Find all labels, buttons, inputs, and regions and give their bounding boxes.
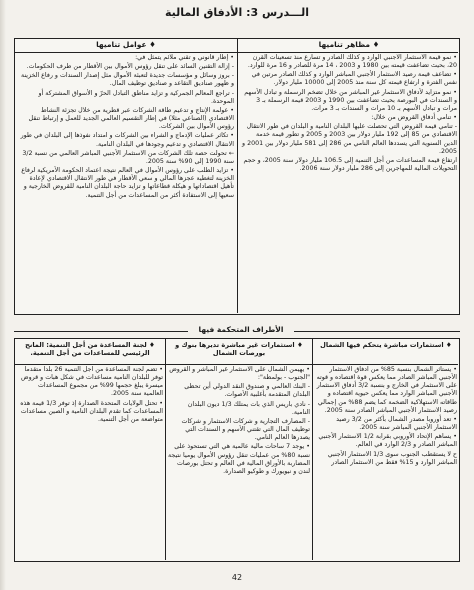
factor-item: ← تحولت حصة تلك الشركات من الاستثمار الأجنبي المباشر العالمي من نسبة 3/2 سنة 1990 إلى 90% سنة 2005. bbox=[22, 149, 234, 165]
direct-investment-cell bbox=[315, 366, 457, 558]
factor-item: • عولمة الإنتاج و تدعيم طاقة الشركات عبر قطرية من خلال تجزئة النشاط الاقتصادي (الصناعي مثلا) في إطار التقسيم العالمي الجديد للعمل و إرتباط تنقل رؤوس الأموال بين الشركات. bbox=[28, 106, 234, 131]
header-divider bbox=[15, 364, 458, 365]
factor-item: - إزالة التقنين السائد على تنقل رؤوس الأموال بين الأقطار من طرف الحكومات. bbox=[26, 63, 234, 71]
indirect-item: • يهيمن الشمال على الاستثمار غير المباشر و القروض "الجنوب - بولمطة": bbox=[169, 366, 310, 382]
factor-item: • تكاثر عمليات الإدماج و الشراء بين الشركات و امتداد نفوذها إلى البلدان في طور الانتقال الاقتصادي و تدعيم وجودها في البلدان النامية. bbox=[20, 132, 234, 148]
direct-item: • تعد أوروبا مصدر الشمال بأكثر من 3/2 رصيد الاستثمار الأجنبي المباشر سنة 2005. bbox=[336, 415, 457, 432]
direct-item: ح لا يستقطب الجنوب سوى 1/3 الاستثمار الأجنبي المباشر الوارد و 15% فقط من الاستثمار الصادر bbox=[327, 450, 457, 466]
aspect-item: - تنامي قيمة القروض التي تحصلت عليها البلدان النامية و البلدان في طور الانتقال الاقتصادي من 85 إلى 192 مليار دولار بين 2003 و 2005 و تطور قيمة خدمة الدين السنوية التي يسددها العالم النامي من 286 إلى 581 مليار دولار بين 2001 و 2005. bbox=[242, 123, 457, 155]
dac-cell bbox=[18, 366, 163, 558]
scan-edge bbox=[0, 0, 6, 590]
factor-item: - تراجع المعالم الجمركية و تزايد مناطق التبادل الحرّ و الأسواق المشتركة أو الموحدة. bbox=[38, 89, 234, 105]
aspect-item: ارتفاع قيمة المساعدات من أجل التنمية إلى 106.5 مليار دولار سنة 2005، و حجم التحويلات المالية للمهاجرين إلى 286 مليار دولار سنة 2006. bbox=[243, 156, 457, 173]
direct-item: • يساهم الإتحاد الأوروبي بقرابة 1/2 الاستثمار الأجنبي المباشر الصادر و 2/3 الوارد في العالم. bbox=[318, 433, 457, 449]
indirect-investment-header: ♦ استثمارات غير مباشرة تديرها بنوك و بورصات الشمال bbox=[175, 341, 303, 357]
aspects-header: ♦ مظاهر تناميها bbox=[318, 40, 380, 49]
aspect-item: • نمو قيمة الاستثمار الأجنبي الوارد و كذلك الصادر و تسارع منذ تسعينات القرن 20، بحيث تضاعفت قيمته بين 1980 و 2003 ، 14 مرة للصادر و 16 مرة للوارد. bbox=[247, 54, 457, 70]
factor-item: - بروز وسائل و مؤسسات جديدة لتعبئة الأموال مثل إصدار السندات و رفاع الخزينة و ظهور صناديق التقاعد و صناديق توظيف المال. bbox=[20, 72, 234, 88]
controllers-table bbox=[14, 338, 460, 562]
indirect-investment-cell bbox=[168, 366, 310, 558]
indirect-item: - البنك العالمي و صندوق النقد الدولي أين تحظى البلدان المتقدمة بأغلبية الأصوات. bbox=[184, 383, 310, 399]
controllers-section-label: الأطراف المتحكمة فيها bbox=[188, 325, 294, 334]
factors-cell bbox=[18, 54, 234, 312]
aspect-item: • تضاعف قيمة رصيد الاستثمار الأجنبي المباشر الوارد و كذلك الصادر مرتين في نفس الفترة و ارتفاع قيمته كل سنة منذ 2005 إلى 10000 مليار دولار. bbox=[251, 71, 457, 87]
factor-item: • إطار قانوني و تقني ملائم يتمثل في: bbox=[135, 54, 234, 61]
page-number: 42 bbox=[231, 573, 243, 582]
factors-header: ♦ عوامل تناميها bbox=[96, 40, 156, 49]
column-divider bbox=[165, 339, 166, 560]
aspects-cell bbox=[241, 54, 457, 312]
indirect-item: - المصارف التجارية و شركات الاستثمار و شركات توظيف المال التي تقتني الأسهم و السندات التي يصدرها العالم النامي. bbox=[181, 417, 310, 442]
column-divider bbox=[237, 39, 238, 313]
dac-item: • تحتل الولايات المتحدة الصدارة إذ توفر 1/3 قيمة هذه المساعدات كما تقدم البلدان النامية و الصين مساعدات متواضعة من أجل التنمية. bbox=[20, 399, 163, 423]
dac-item: • تضم لجنة المساعدة من أجل التنمية 26 بلدا متقدما توفر للبلدان النامية مساعدات في شكل هبات و قروض ميسرة يبلغ حجمها 99% من مجموع المساعدات العالمية سنة 2005. bbox=[21, 366, 163, 398]
aspect-item: • نمو متزايد لأدفاق الاستثمار غير المباشر من خلال تضخم الرسملة و تبادل الأسهم و السندات في البورصة بحيث تضاعفت بين 1990 و 2003 قيمة الرسملة بـ 3 مرات و تبادل الأسهم بـ 10 مرات و السندات بـ 3 مرات. bbox=[244, 88, 457, 112]
direct-investment-header: ♦ استثمارات مباشرة يتحكم فيها الشمال bbox=[320, 341, 452, 349]
aspect-item: • تنامي أدفاق القروض من خلال: bbox=[371, 114, 457, 122]
direct-item: • يستأثر الشمال بنسبة 85% من أدفاق الاستثمار الأجنبي المباشر الصادر مما يعكس قوة اقتصاده و قوته على الاستثمار في الخارج و بنسبة 3/2 أدفاق الاستثمار الأجنبي المباشر الوارد مما يعكس حيوية اقتصاده و طاقاته الاستهلاكية الضخمة كما يضم 88% من إجمالي رصيد الاستثمار الأجنبي المباشر الصادر سنة 2005. bbox=[316, 366, 457, 414]
column-divider bbox=[312, 339, 313, 560]
indirect-item: • يوجد 7 ساحات مالية عالمية هي التي تستحوذ على نسبة 80% من عمليات تنقل رؤوس الأموال يوميا نتيجة المضاربة بالأوراق المالية في العالم و تحتل بورصات لندن و نيويورك و طوكيو الصدارة. bbox=[168, 443, 310, 475]
growth-table bbox=[14, 38, 460, 315]
dac-header: ♦ لجنة المساعدة من أجل التنمية: المانح الرئيسي للمساعدات من أجل التنمية. bbox=[25, 341, 155, 357]
factor-item: • تزايد الطلب على رؤوس الأموال في العالم نتيجة اعتماد الحكومة الأمريكية لرفاع الخزينة لتغطية عجزها المالي و سعي الأقطار في طور الانتقال الاقتصادي لإعادة تأهيل اقتصاداتها و هيكلة قطاعاتها و تزايد حاجة البلدان النامية للقروض الخارجية و سعيها إلى الاستفادة أكثر من المساعدات من أجل التنمية. bbox=[21, 167, 234, 199]
lesson-title: الـــدرس 3: الأدفاق المالية bbox=[164, 6, 310, 19]
indirect-item: - نادي باريس الذي بات يمتلك 1/3 ديون البلدان النامية. bbox=[187, 400, 310, 416]
